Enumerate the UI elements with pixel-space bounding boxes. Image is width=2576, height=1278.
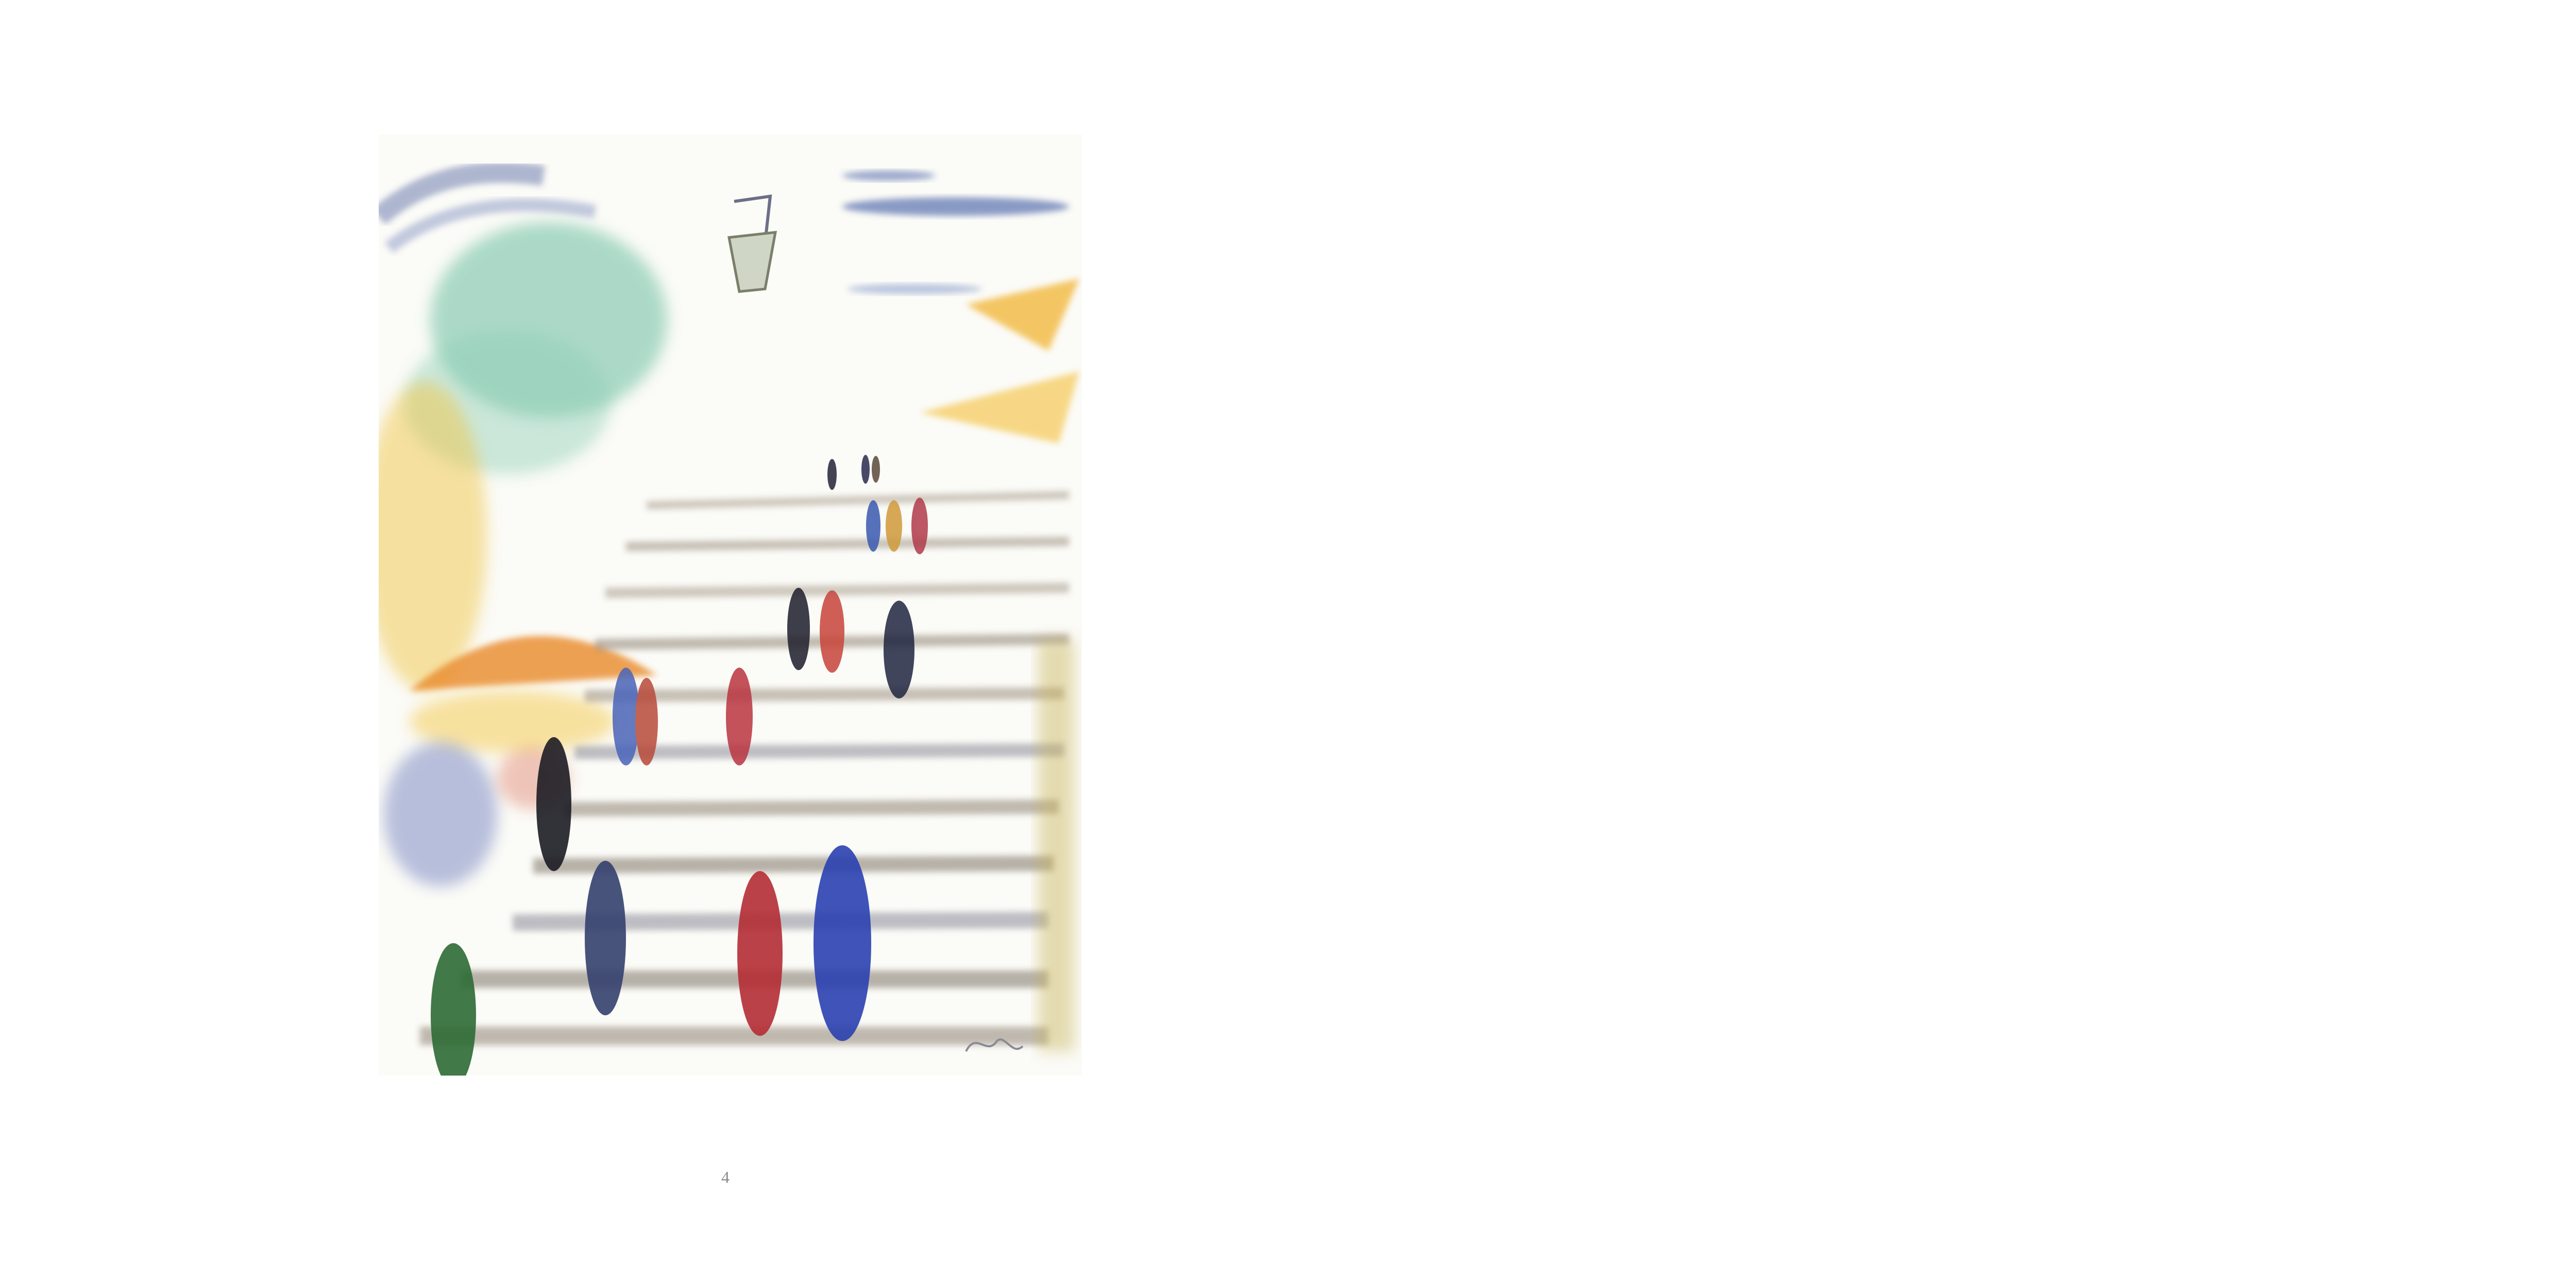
page-number-left: 4 bbox=[721, 1168, 730, 1186]
watercolor-artwork bbox=[379, 134, 1082, 1076]
right-page bbox=[1461, 0, 2576, 1278]
watercolor-illustration bbox=[379, 134, 1082, 1076]
